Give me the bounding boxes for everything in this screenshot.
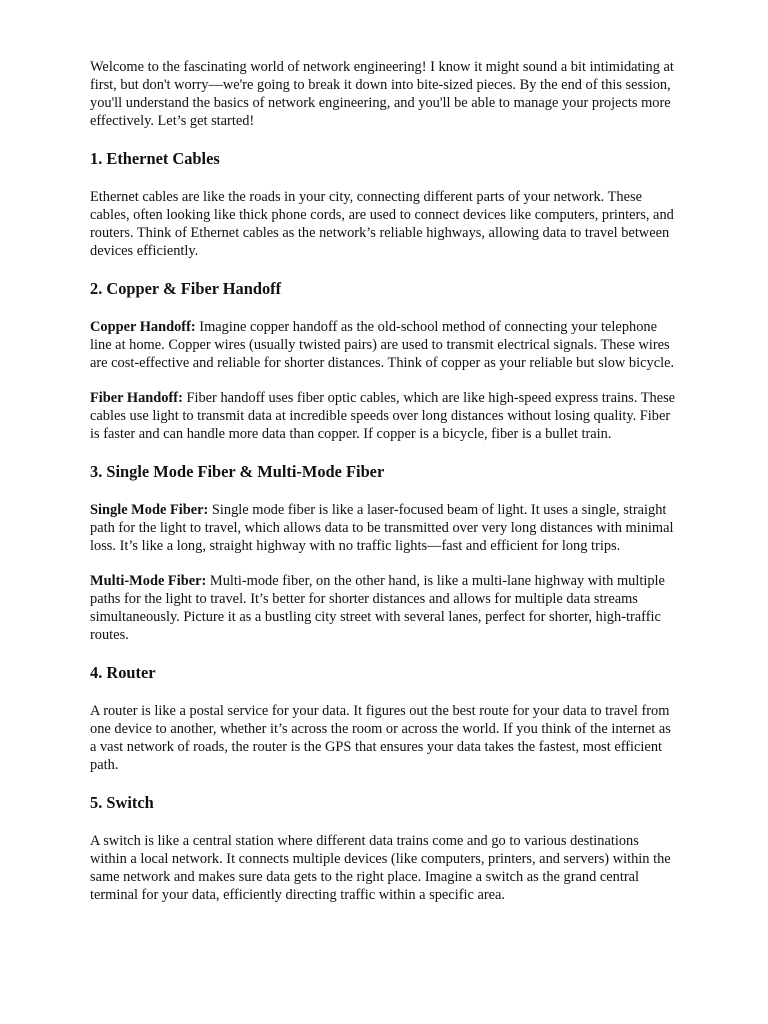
copper-handoff-text: Imagine copper handoff as the old-school method of connecting your telephone line at home. Copper wires (usually twisted pairs) are used to transmit electrical signals. These wires are cost-effective and reliable for shorter distances. Think of copper as your reliable but slow bicycle. [90, 319, 675, 371]
single-mode-fiber-term: Single Mode Fiber: [90, 502, 209, 518]
heading-single-multi-mode-fiber: 3. Single Mode Fiber & Multi-Mode Fiber [90, 462, 385, 481]
fiber-handoff-text: Fiber handoff uses fiber optic cables, which are like high-speed express trains. These cables use light to transmit data at incredible speeds over long distances without losing quality. Fiber is faster and can handle more data than copper. If copper is a bicycle, fiber is a bullet train. [90, 390, 676, 442]
copper-handoff-paragraph [90, 318, 676, 372]
ethernet-cables-paragraph: Ethernet cables are like the roads in your city, connecting different parts of your network. These cables, often looking like thick phone cords, are used to connect devices like computers, printers, and routers. Think of Ethernet cables as the network’s reliable highways, allowing data to travel between devices efficiently. [90, 189, 674, 259]
intro-paragraph: Welcome to the fascinating world of network engineering! I know it might sound a bit intimidating at first, but don't worry—we're going to break it down into bite-sized pieces. By the end of this session, you'll understand the basics of network engineering, and you'll be able to manage your projects more effectively. Let’s get started! [90, 59, 674, 129]
fiber-handoff-paragraph [90, 389, 676, 443]
router-paragraph: A router is like a postal service for your data. It figures out the best route for your data to travel from one device to another, whether it’s across the room or across the world. If you think of the internet as a vast network of roads, the router is the GPS that ensures your data takes the fastest, most efficient path. [90, 703, 671, 773]
heading-router: 4. Router [90, 663, 156, 682]
multi-mode-fiber-paragraph [90, 572, 676, 644]
paragraph-gap [90, 555, 676, 572]
switch-paragraph: A switch is like a central station where different data trains come and go to various destinations within a local network. It connects multiple devices (like computers, printers, and servers) within the same network and makes sure data gets to the right place. Imagine a switch as the grand central terminal for your data, efficiently directing traffic within a specific area. [90, 833, 671, 903]
paragraph-gap [90, 372, 676, 389]
multi-mode-fiber-text: Multi-mode fiber, on the other hand, is like a multi-lane highway with multiple paths for the light to travel. It’s better for shorter distances and allows for multiple data streams simultaneously. Picture it as a bustling city street with several lanes, perfect for shorter, high-traffic routes. [90, 573, 665, 643]
multi-mode-fiber-term: Multi-Mode Fiber: [90, 573, 207, 589]
heading-switch: 5. Switch [90, 793, 154, 812]
single-mode-fiber-paragraph [90, 501, 676, 555]
heading-copper-fiber-handoff: 2. Copper & Fiber Handoff [90, 279, 282, 298]
single-mode-fiber-text: Single mode fiber is like a laser-focused beam of light. It uses a single, straight path for the light to travel, which allows data to be transmitted over very long distances with minimal loss. It’s like a long, straight highway with no traffic lights—fast and efficient for long trips. [90, 502, 674, 554]
fiber-handoff-term: Fiber Handoff: [90, 390, 183, 406]
heading-ethernet-cables: 1. Ethernet Cables [90, 149, 220, 168]
copper-handoff-term: Copper Handoff: [90, 319, 196, 335]
